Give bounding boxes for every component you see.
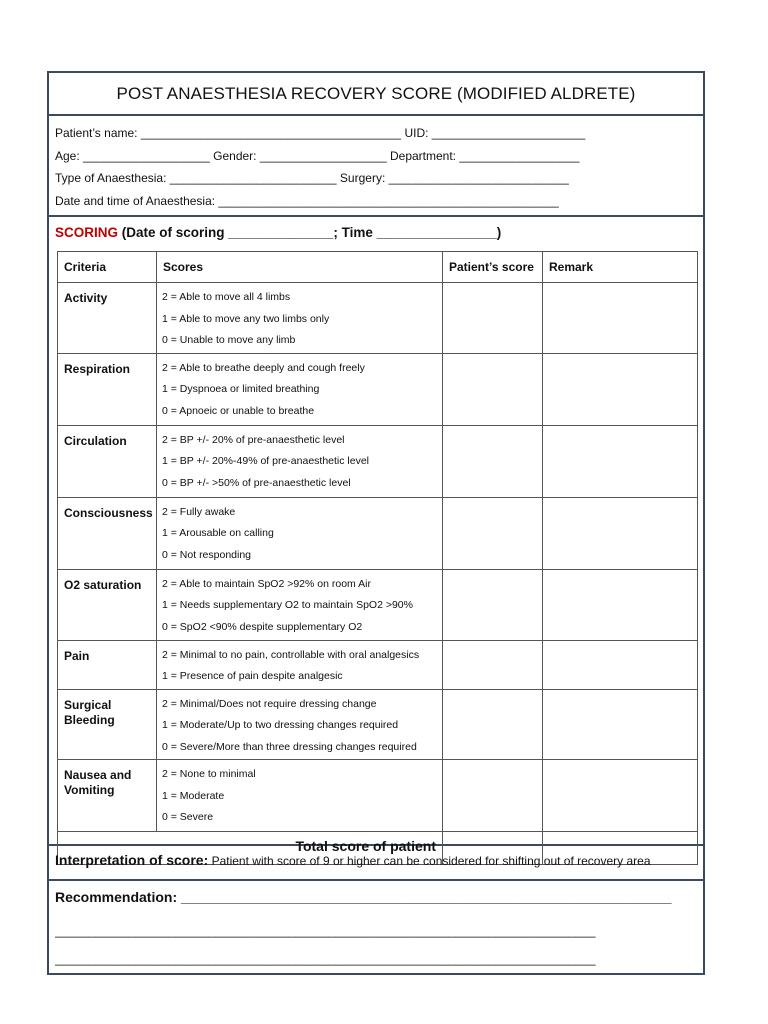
interpretation-text: Patient with score of 9 or higher can be considered for shifting out of recovery area	[208, 854, 651, 868]
scoring-date-time[interactable]: (Date of scoring ______________; Time ________________)	[118, 225, 502, 240]
recommendation-line[interactable]: _________________________________________________________________________________	[55, 924, 596, 938]
patient-score-cell[interactable]	[443, 640, 543, 689]
criteria-cell: Activity	[58, 283, 157, 354]
scores-cell	[157, 640, 443, 689]
patient-info-section	[49, 116, 703, 217]
table-row-pain	[58, 640, 698, 689]
criteria-cell: Circulation	[58, 425, 157, 497]
score-line: 0 = Not responding	[162, 548, 252, 561]
score-line: 2 = BP +/- 20% of pre-anaesthetic level	[162, 433, 345, 446]
score-line: 2 = Fully awake	[162, 505, 236, 518]
scores-cell	[157, 497, 443, 569]
table-header-row	[58, 252, 698, 283]
score-line: 2 = Minimal to no pain, controllable with oral analgesics	[162, 648, 420, 661]
scores-cell	[157, 353, 443, 425]
score-line: 1 = Presence of pain despite analgesic	[162, 670, 343, 682]
header-patient-score: Patient’s score	[443, 252, 543, 283]
patient-score-cell[interactable]	[443, 353, 543, 425]
table-row-consciousness	[58, 497, 698, 569]
patient-score-cell[interactable]	[443, 283, 543, 354]
score-line: 1 = Dyspnoea or limited breathing	[162, 383, 320, 395]
table-row-nausea-vomiting	[58, 760, 698, 832]
remark-cell[interactable]	[543, 425, 698, 497]
table-row-o2-saturation	[58, 569, 698, 640]
scores-cell	[157, 689, 443, 760]
score-line: 0 = SpO2 <90% despite supplementary O2	[162, 620, 363, 633]
patient-name-uid-line[interactable]: Patient’s name: _______________________________________ UID: _______________________	[55, 126, 586, 140]
scoring-label: SCORING	[55, 225, 119, 240]
interpretation-section	[49, 846, 703, 881]
score-line: 0 = Unable to move any limb	[162, 334, 296, 346]
remark-cell[interactable]	[543, 497, 698, 569]
score-line: 1 = Able to move any two limbs only	[162, 312, 330, 325]
title-section	[49, 73, 703, 116]
criteria-cell: Respiration	[58, 353, 157, 425]
score-line: 0 = BP +/- >50% of pre-anaesthetic level	[162, 476, 351, 489]
table-row-circulation	[58, 425, 698, 497]
table-row-respiration	[58, 353, 698, 425]
patient-score-cell[interactable]	[443, 425, 543, 497]
score-line: 1 = Arousable on calling	[162, 527, 274, 539]
score-line: 2 = Able to breathe deeply and cough freely	[162, 361, 365, 374]
header-criteria: Criteria	[58, 252, 157, 283]
scoring-table	[57, 251, 698, 865]
recommendation-label: Recommendation:	[55, 889, 178, 905]
score-line: 0 = Apnoeic or unable to breathe	[162, 404, 315, 417]
patient-score-cell[interactable]	[443, 497, 543, 569]
criteria-cell: Surgical Bleeding	[58, 689, 157, 760]
score-line: 2 = Able to maintain SpO2 >92% on room Air	[162, 577, 371, 590]
score-line: 2 = Minimal/Does not require dressing change	[162, 697, 377, 710]
table-row-activity	[58, 283, 698, 354]
criteria-cell: Consciousness	[58, 497, 157, 569]
score-line: 2 = Able to move all 4 limbs	[162, 291, 291, 303]
scoring-heading	[55, 225, 501, 240]
criteria-cell: Pain	[58, 640, 157, 689]
score-line: 1 = BP +/- 20%-49% of pre-anaesthetic level	[162, 455, 370, 467]
scores-cell	[157, 760, 443, 832]
recommendation-section	[49, 881, 703, 973]
remark-cell[interactable]	[543, 353, 698, 425]
scores-cell	[157, 569, 443, 640]
score-line: 1 = Needs supplementary O2 to maintain SpO2 >90%	[162, 599, 413, 611]
anaesthesia-datetime-line[interactable]: Date and time of Anaesthesia: ___________________________________________________	[55, 193, 559, 208]
patient-score-cell[interactable]	[443, 760, 543, 832]
criteria-cell: O2 saturation	[58, 569, 157, 640]
score-line: 0 = Severe/More than three dressing changes required	[162, 740, 417, 753]
interpretation-label: Interpretation of score:	[55, 852, 209, 868]
score-line: 0 = Severe	[162, 811, 214, 823]
total-score-label: Total score of patient	[58, 832, 443, 865]
score-line: 1 = Moderate/Up to two dressing changes required	[162, 719, 399, 731]
remark-cell[interactable]	[543, 569, 698, 640]
age-gender-department-line[interactable]: Age: ___________________ Gender: ___________________ Department: __________________	[55, 148, 580, 163]
table-row-surgical-bleeding	[58, 689, 698, 760]
score-line: 1 = Moderate	[162, 789, 225, 802]
recommendation-line[interactable]: _________________________________________________________________________________	[55, 952, 596, 966]
recovery-score-form	[47, 71, 705, 975]
remark-cell[interactable]	[543, 283, 698, 354]
patient-score-cell[interactable]	[443, 569, 543, 640]
recommendation-blank[interactable]: _______________________________________________________________	[177, 889, 672, 905]
scoring-section	[49, 217, 703, 854]
remark-cell[interactable]	[543, 689, 698, 760]
anaesthesia-surgery-line[interactable]: Type of Anaesthesia: _________________________ Surgery: ___________________________	[55, 171, 569, 185]
remark-cell[interactable]	[543, 760, 698, 832]
score-line: 2 = None to minimal	[162, 768, 256, 780]
header-scores: Scores	[157, 252, 443, 283]
form-title: POST ANAESTHESIA RECOVERY SCORE (MODIFIED ALDRETE)	[116, 83, 636, 103]
remark-cell[interactable]	[543, 640, 698, 689]
header-remark: Remark	[543, 252, 698, 283]
scores-cell	[157, 283, 443, 354]
criteria-cell: Nausea and Vomiting	[58, 760, 157, 832]
scores-cell	[157, 425, 443, 497]
patient-score-cell[interactable]	[443, 689, 543, 760]
recommendation-first-line[interactable]	[55, 889, 703, 917]
